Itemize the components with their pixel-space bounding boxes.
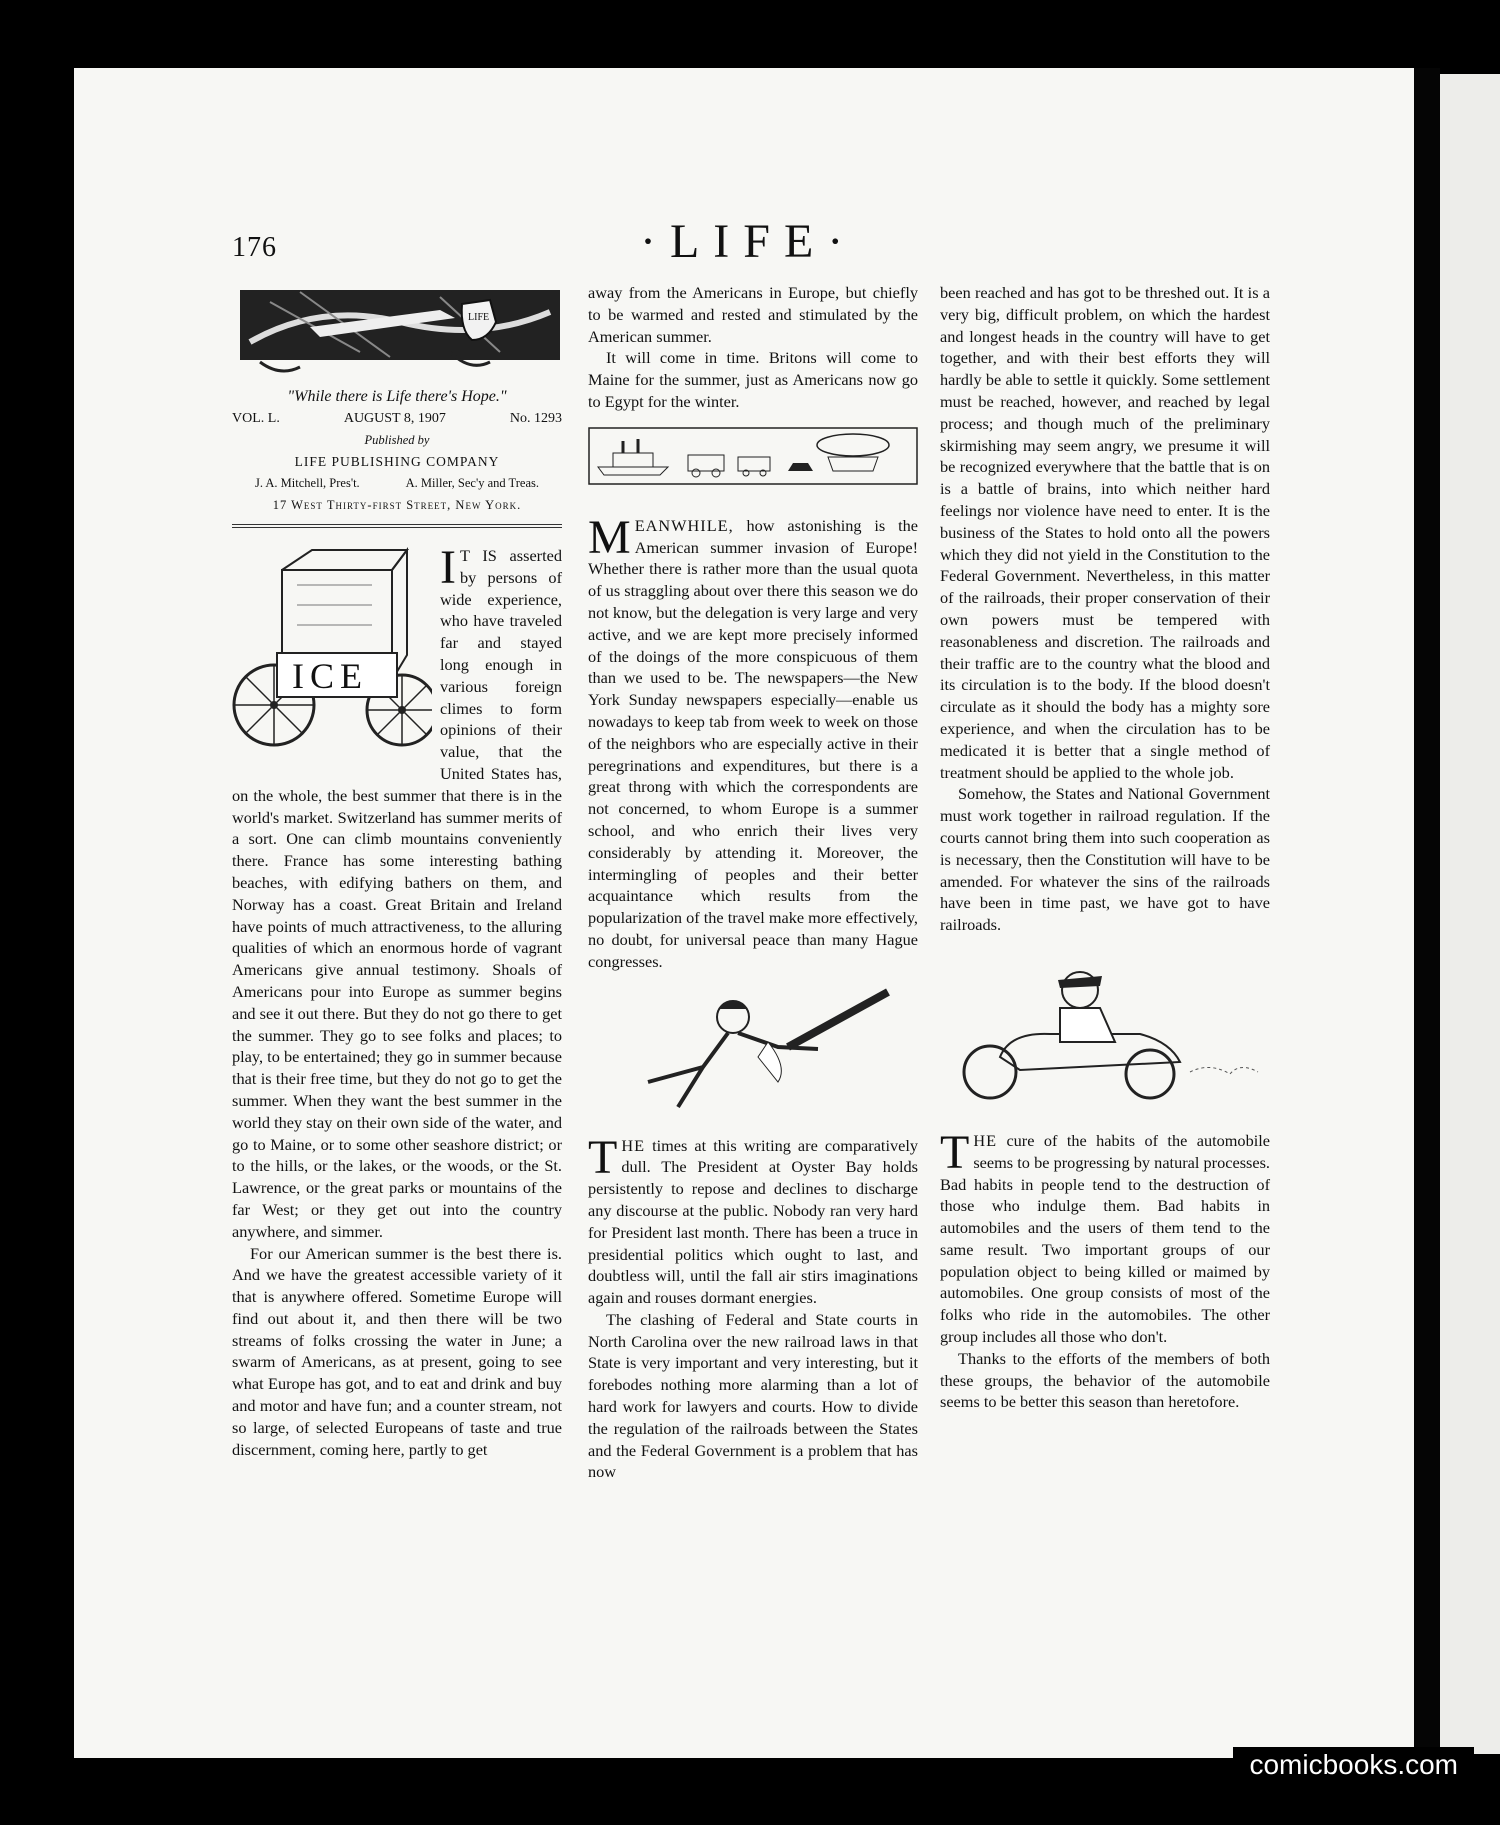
issue-number: No. 1293 <box>509 411 562 426</box>
policeman-illustration <box>588 987 918 1117</box>
next-page-edge <box>1440 74 1500 1754</box>
ice-sign-text: ICE <box>292 656 368 696</box>
article-3-paragraph-1: times at this writing are comparatively dull. The President at Oyster Bay holds persistently to repose and declines to discharge any discourse at the public. Nobody ran very hard for President last month. There has been a truce in presidential politics which ought to last, and doubtless will, until the fall air stirs imaginations again and rouses dormant energies. <box>588 1135 918 1308</box>
article-4-paragraph-2: Thanks to the efforts of the members of both these groups, the behavior of the automobile seems to be better this season than heretofore. <box>940 1348 1270 1412</box>
lead-word: EANWHILE, <box>634 515 734 535</box>
article-4-paragraph-1: cure of the habits of the automobile seems to be progressing by natural processes. Bad habits in people tend to the destruction of those who indulge them. Bad habits in automobiles and the users of them tend to the same result. Two important groups of our population object to being killed or maimed by automobiles. One group consists of most of the folks who ride in the automobiles. The other group includes all those who don't. <box>940 1130 1270 1347</box>
header-illustration <box>240 282 560 382</box>
masthead-title: ·LIFE· <box>640 215 858 268</box>
article-2-text: how astonishing is the American summer invasion of Europe! Whether there is rather more than the usual quota of us straggling about over there this season we do not know, but the delegation is very large and very active, and we are kept more precisely informed of the doings of the more conspicuous of them than we used to be. The newspapers—the New York Sunday newspapers especially—enable us nowadays to keep tab from week to week on those of the neighbors who are especially active in their peregrinations and expenditures, but there is a great throng with which the correspondents are not concerned, to whom Europe is a summer school, and who enrich their lives very considerably by attending it. Moreover, the intermingling of peoples and their better acquaintance which results from the popularization of the travel make more effectively, no doubt, for universal peace than many Hague congresses. <box>588 515 919 971</box>
column-1 <box>232 541 562 1460</box>
article-3-paragraph-2: The clashing of Federal and State courts in North Carolina over the new railroad laws in that State is very important and very interesting, but it forebodes nothing more alarming than a lot of hard work for lawyers and courts. How to divide the regulation of the railroads between the States and the Federal Government is a problem that has now <box>588 1309 918 1482</box>
motto: "While there is Life there's Hope." <box>287 388 507 405</box>
article-3-continuation: been reached and has got to be threshed out. It is a very big, difficult problem, on which the hardest and longest heads in the country will have to get together, and with their best efforts they will hardly be able to settle it quickly. Some settlement must be reached, however, and reached by legal process; and though much of the preliminary skirmishing may seem angry, we presume it will be recognized everywhere that the battle that is on is a battle of brains, into which neither hard feelings nor violence have need to enter. It is the business of the States to hold onto all the powers which they did not yield in the Constitution to the Federal Government. Nevertheless, in this matter of the railroads, their proper conservation of their own powers must be tempered with reasonableness and discretion. The railroads and their traffic are to the country what the blood and its circulation is to the body. If the blood doesn't circulate as it should the body has a mighty sore experience, and when the circulation has to be medicated it is better that a single method of treatment should be applied to the whole job. <box>940 283 1270 782</box>
watermark: comicbooks.com <box>1233 1747 1474 1783</box>
publisher-name: LIFE PUBLISHING COMPANY <box>294 454 500 469</box>
article-1-continuation: away from the Americans in Europe, but chiefly to be warmed and rested and stimulated by the American summer. <box>588 283 918 346</box>
logo-text: LIFE <box>468 312 490 323</box>
article-1-closing: It will come in time. Britons will come to Maine for the summer, just as Americans now go to Egypt for the winter. <box>588 348 918 411</box>
ice-wagon-illustration <box>232 545 432 771</box>
column-2 <box>588 282 918 1483</box>
published-by: Published by <box>364 433 430 447</box>
president-credit: J. A. Mitchell, Pres't. <box>254 476 360 490</box>
drop-cap: M <box>588 510 631 564</box>
page-number: 176 <box>232 232 277 263</box>
issue-date: AUGUST 8, 1907 <box>343 411 446 426</box>
drop-cap: T <box>588 1130 618 1184</box>
drop-cap: I <box>440 541 456 594</box>
lead-word: HE <box>973 1130 998 1150</box>
volume-number: VOL. L. <box>232 411 280 426</box>
motorist-illustration <box>940 962 1270 1112</box>
page-gutter <box>1414 68 1440 1758</box>
secretary-credit: A. Miller, Sec'y and Treas. <box>405 476 539 490</box>
header-rule <box>232 524 562 528</box>
column-3 <box>940 282 1270 1413</box>
travel-vehicles-illustration <box>588 427 918 485</box>
drop-cap: T <box>940 1125 970 1179</box>
lead-word: HE <box>621 1135 646 1155</box>
article-1-paragraph-1: T IS asserted by persons of wide experience, who have traveled far and stayed long enough in various foreign climes to form opinions of their value, that the United States has, on the whole, the best summer that there is in the world's market. Switzerland has summer merits of a sort. One can climb mountains conveniently there. France has some interesting bathing beaches, with edifying bathers on them, and Norway has a coast. Great Britain and Ireland have points of much attractiveness, to the alluring qualities of which an enormous horde of vagrant Americans give annual testimony. Shoals of Americans pour into Europe as summer begins and see it out there. But they do not go there to get the summer. They go to see folks and places; to play, to be entertained; they go in summer because that is their free time, but they do not go to get the summer. When they want the best summer in the world they stay on their own side of the water, and go to Maine, or to some other seashore district; or to the hills, or the lakes, or the woods, or the St. Lawrence, or the great parks or mountains of the far West; or they get out into the country anywhere, and simmer. <box>232 546 562 1241</box>
article-3-closing: Somehow, the States and National Government must work together in railroad regulation. If the courts cannot bring them into such cooperation as is necessary, then the Constitution will have to be amended. For whatever the sins of the railroads have been in time past, we have got to have railroads. <box>940 784 1270 935</box>
volume-line <box>232 411 562 427</box>
officers-line <box>232 476 562 491</box>
article-1-paragraph-2: For our American summer is the best there is. And we have the greatest accessible variety of it that is anywhere offered. Sometime Europe will find out about it, and then there will be two streams of folks crossing the water in June; a swarm of Americans, as at present, going to see what Europe has got, and to eat and drink and buy and motor and have fun; and a counter stream, not so large, of selected Europeans of taste and true discernment, coming here, partly to get <box>232 1243 562 1459</box>
publisher-address: 17 West Thirty-first Street, New York. <box>272 498 522 512</box>
